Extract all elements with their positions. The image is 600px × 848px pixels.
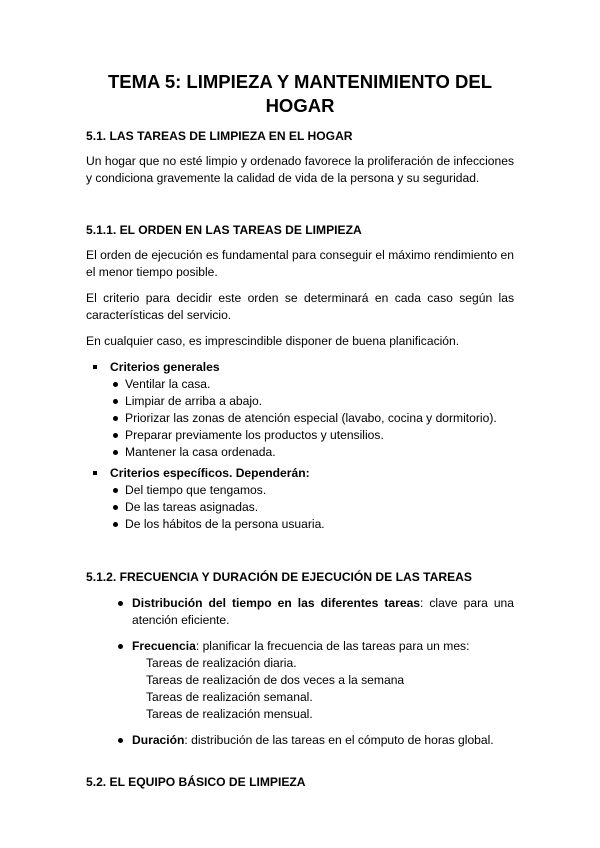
list-item: Mantener la casa ordenada. — [110, 444, 514, 461]
section-5-1-2-heading: 5.1.2. FRECUENCIA Y DURACIÓN DE EJECUCIÓN DE LAS TAREAS — [86, 570, 472, 584]
duration-label: Duración — [132, 733, 185, 747]
bullet-icon — [118, 738, 123, 743]
frequency-line: Tareas de realización mensual. — [146, 707, 313, 721]
list-item-duration — [86, 732, 514, 749]
square-bullet-icon — [93, 471, 97, 475]
section-5-1-1-paragraph-1: El orden de ejecución es fundamental para conseguir el máximo rendimiento en el menor tiempo posible. — [86, 248, 514, 279]
list-item-frequency — [86, 638, 514, 723]
frequency-label: Frecuencia — [132, 639, 196, 653]
distribution-text: : clave para una atención eficiente. — [132, 596, 515, 627]
criteria-general-label: Criterios generales — [110, 360, 220, 374]
criteria-list — [86, 359, 514, 533]
frequency-line: Tareas de realización de dos veces a la semana — [146, 673, 405, 687]
section-5-2-heading: 5.2. EL EQUIPO BÁSICO DE LIMPIEZA — [86, 775, 306, 789]
section-5-1-1-heading: 5.1.1. EL ORDEN EN LAS TAREAS DE LIMPIEZA — [86, 223, 362, 237]
frequency-list — [86, 595, 514, 749]
document-page — [86, 70, 514, 790]
list-item-distribution — [86, 595, 514, 629]
bullet-icon — [118, 644, 123, 649]
list-item: De los hábitos de la persona usuaria. — [110, 516, 514, 533]
frequency-text: : planificar la frecuencia de las tareas para un mes: — [195, 639, 470, 653]
bullet-icon — [113, 416, 118, 421]
duration-text: : distribución de las tareas en el cómputo de horas global. — [184, 733, 494, 747]
list-item: Preparar previamente los productos y utensilios. — [110, 427, 514, 444]
criteria-specific-list — [110, 482, 514, 533]
section-5-1-heading: 5.1. LAS TAREAS DE LIMPIEZA EN EL HOGAR — [86, 129, 353, 143]
list-item: Del tiempo que tengamos. — [110, 482, 514, 499]
criteria-specific — [86, 465, 514, 533]
bullet-icon — [113, 399, 118, 404]
title-line-2: HOGAR — [265, 95, 335, 116]
criteria-general-list — [110, 376, 514, 461]
title-line-1: TEMA 5: LIMPIEZA Y MANTENIMIENTO DEL — [107, 71, 493, 92]
section-5-1-paragraph: Un hogar que no esté limpio y ordenado favorece la proliferación de infecciones y condiciona gravemente la calidad de vida de la persona y su seguridad. — [86, 154, 514, 185]
distribution-label: Distribución del tiempo en las diferentes tareas — [132, 596, 421, 610]
section-5-1-1-paragraph-2: El criterio para decidir este orden se determinará en cada caso según las características del servicio. — [86, 291, 514, 322]
list-item: Ventilar la casa. — [110, 376, 514, 393]
frequency-line: Tareas de realización semanal. — [146, 690, 313, 704]
list-item: Limpiar de arriba a abajo. — [110, 393, 514, 410]
frequency-sublines — [132, 655, 514, 723]
list-item: Priorizar las zonas de atención especial (lavabo, cocina y dormitorio). — [110, 410, 514, 427]
document-title — [86, 70, 514, 118]
section-5-1-1-paragraph-3: En cualquier caso, es imprescindible disponer de buena planificación. — [86, 334, 460, 348]
bullet-icon — [113, 488, 118, 493]
bullet-icon — [113, 505, 118, 510]
criteria-specific-label: Criterios específicos. Dependerán: — [110, 466, 310, 480]
bullet-icon — [113, 522, 118, 527]
list-item: De las tareas asignadas. — [110, 499, 514, 516]
square-bullet-icon — [93, 365, 97, 369]
bullet-icon — [113, 450, 118, 455]
bullet-icon — [118, 601, 123, 606]
criteria-general — [86, 359, 514, 461]
bullet-icon — [113, 433, 118, 438]
bullet-icon — [113, 382, 118, 387]
frequency-line: Tareas de realización diaria. — [146, 656, 297, 670]
